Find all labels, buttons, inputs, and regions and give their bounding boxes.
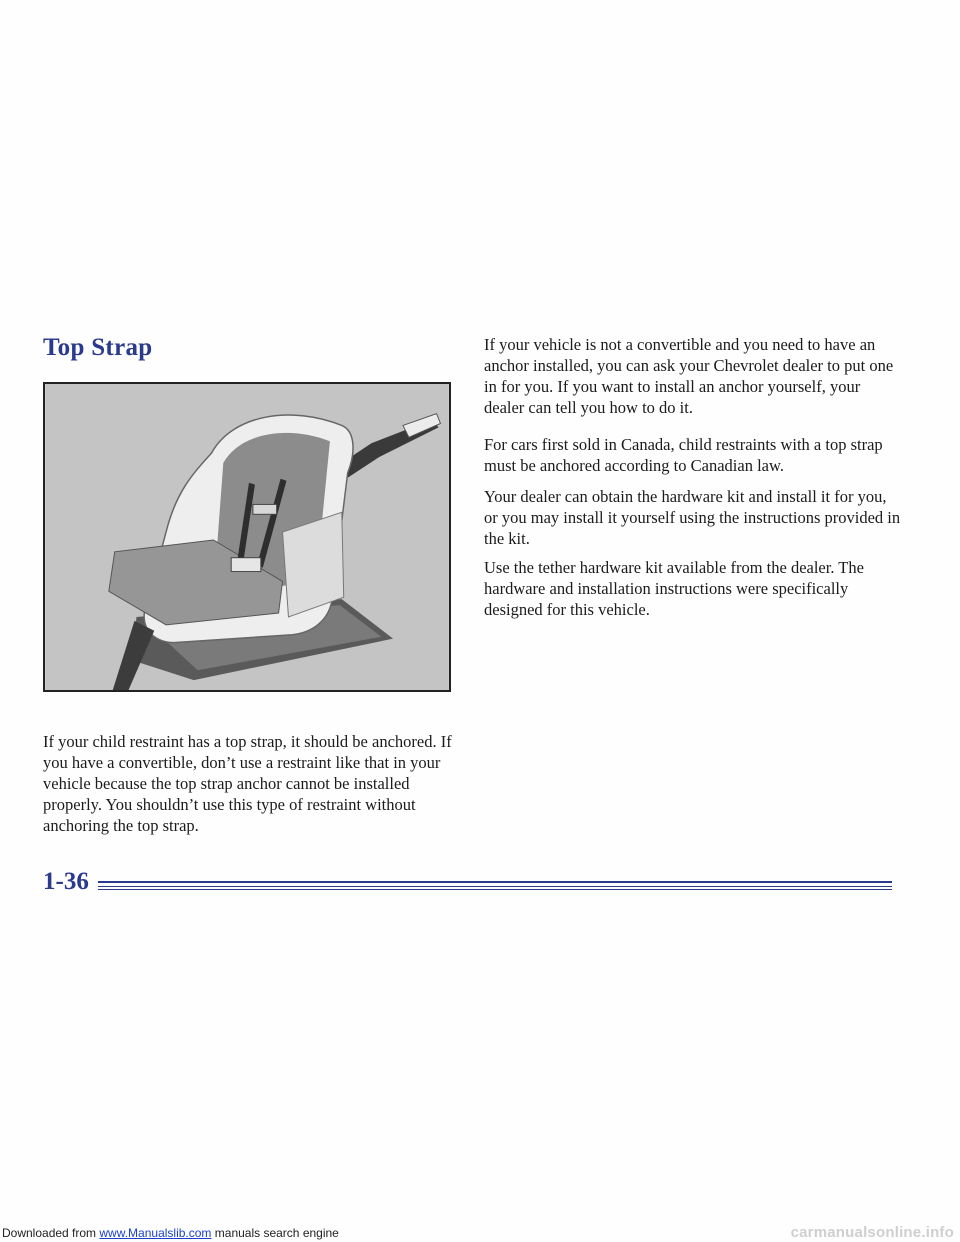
dealer-kit-paragraph: Your dealer can obtain the hardware kit and install it for you, or you may install it yourself using the instructions provided in the kit. [484, 487, 901, 548]
download-footer [2, 1226, 339, 1240]
footer-prefix: Downloaded from [2, 1226, 100, 1240]
watermark: carmanualsonline.info [790, 1224, 954, 1241]
footer-suffix: manuals search engine [211, 1226, 339, 1240]
manualslib-link[interactable]: www.Manualslib.com [99, 1226, 212, 1240]
page-rule [98, 881, 892, 883]
section-title: Top Strap [43, 334, 153, 361]
canada-law-paragraph: For cars first sold in Canada, child restraints with a top strap must be anchored according to Canadian law. [484, 435, 883, 475]
page-rule-thin-lower [98, 889, 892, 890]
anchor-install-paragraph: If your vehicle is not a convertible and you need to have an anchor installed, you can ask your Chevrolet dealer to put one in for you. If you want to install an anchor yourself, your dealer can tell you how to do it. [484, 335, 894, 417]
tether-kit-paragraph: Use the tether hardware kit available from the dealer. The hardware and installation instructions were specifically designed for this vehicle. [484, 558, 864, 619]
page-number: 1-36 [43, 868, 89, 895]
top-strap-paragraph: If your child restraint has a top strap, it should be anchored. If you have a convertible, don’t use a restraint like that in your vehicle because the top strap anchor cannot be installed properly. You shouldn’t use this type of restraint without anchoring the top strap. [43, 732, 452, 835]
page-rule-thin [98, 886, 892, 887]
child-seat-illustration [43, 382, 451, 692]
